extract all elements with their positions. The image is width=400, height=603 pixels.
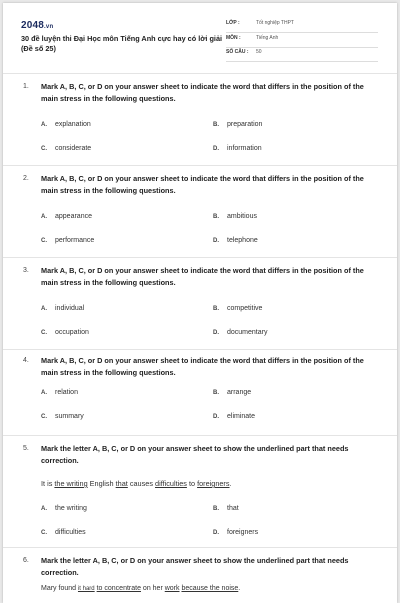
question-divider [3, 257, 397, 258]
underlined-part-d: foreigners [197, 479, 230, 488]
option-letter: C. [41, 146, 47, 152]
answer-option[interactable] [41, 389, 78, 396]
underlined-part-c: work [164, 585, 180, 592]
option-letter: B. [213, 506, 219, 512]
option-letter: A. [41, 506, 47, 512]
answer-option[interactable] [213, 305, 262, 312]
sentence-text: . [238, 585, 241, 592]
option-letter: D. [213, 146, 219, 152]
option-letter: C. [41, 330, 47, 336]
meta-question-count [226, 47, 378, 62]
option-letter: A. [41, 214, 47, 220]
option-text: occupation [55, 329, 89, 336]
answer-option[interactable] [213, 389, 251, 396]
answer-option[interactable] [213, 505, 239, 512]
option-text: competitive [227, 305, 263, 312]
option-text: foreigners [227, 529, 259, 536]
option-text: documentary [227, 329, 268, 336]
meta-value: 50 [256, 49, 262, 55]
answer-option[interactable] [213, 145, 262, 152]
sentence-text: . [229, 479, 232, 488]
answer-option[interactable] [41, 213, 92, 220]
sentence-text: causes [127, 479, 156, 488]
question-prompt: Mark A, B, C, or D on your answer sheet to indicate the word that differs in the position of the main stress in the following questions. [41, 174, 364, 195]
option-letter: D. [213, 238, 219, 244]
underlined-part-a: the writing [54, 479, 88, 488]
option-letter: D. [213, 330, 219, 336]
document-title: 30 đề luyện thi Đại Học môn Tiếng Anh cực hay có lời giải (Đề số 25) [21, 34, 223, 53]
underlined-part-b: to concentrate [96, 585, 141, 592]
answer-option[interactable] [213, 413, 255, 420]
option-letter: B. [213, 390, 219, 396]
option-text: considerate [55, 145, 92, 152]
underlined-part-a: it hard [77, 586, 95, 592]
question-sentence [41, 479, 232, 488]
meta-label: LỚP : [226, 20, 240, 26]
answer-option[interactable] [41, 237, 94, 244]
site-logo[interactable] [21, 20, 53, 31]
option-text: performance [55, 237, 95, 244]
option-letter: B. [213, 214, 219, 220]
answer-option[interactable] [41, 305, 84, 312]
option-letter: C. [41, 530, 47, 536]
question-number: 5. [23, 445, 29, 452]
question-number: 3. [23, 267, 29, 274]
answer-option[interactable] [41, 329, 89, 336]
answer-option[interactable] [41, 121, 91, 128]
option-letter: C. [41, 414, 47, 420]
option-letter: B. [213, 122, 219, 128]
answer-option[interactable] [213, 237, 258, 244]
question-prompt: Mark A, B, C, or D on your answer sheet to indicate the word that differs in the position of the main stress in the following questions. [41, 356, 364, 377]
option-text: the writing [55, 505, 87, 512]
question-divider [3, 349, 397, 350]
question-prompt: Mark A, B, C, or D on your answer sheet to indicate the word that differs in the position of the main stress in the following questions. [41, 266, 364, 287]
logo-suffix: .vn [44, 24, 54, 30]
answer-option[interactable] [213, 529, 258, 536]
option-letter: A. [41, 390, 47, 396]
meta-subject [226, 33, 378, 48]
answer-option[interactable] [41, 529, 86, 536]
option-text: explanation [55, 121, 91, 128]
option-letter: C. [41, 238, 47, 244]
meta-label: MÔN : [226, 35, 241, 41]
question-prompt: Mark A, B, C, or D on your answer sheet to indicate the word that differs in the position of the main stress in the following questions. [41, 82, 364, 103]
sentence-text: to [186, 479, 198, 488]
question-number: 1. [23, 83, 29, 90]
sentence-text: Mary found [41, 585, 78, 592]
sentence-text: It is [41, 479, 55, 488]
answer-option[interactable] [213, 213, 257, 220]
header-divider [3, 73, 397, 74]
question-number: 2. [23, 175, 29, 182]
answer-option[interactable] [213, 121, 262, 128]
option-text: telephone [227, 237, 258, 244]
answer-option[interactable] [213, 329, 267, 336]
option-text: ambitious [227, 213, 257, 220]
answer-option[interactable] [41, 145, 91, 152]
option-text: information [227, 145, 262, 152]
question-sentence [41, 585, 240, 592]
option-text: summary [55, 413, 84, 420]
meta-label: SỐ CÂU : [226, 49, 249, 55]
option-text: arrange [227, 389, 252, 396]
option-letter: D. [213, 530, 219, 536]
option-letter: B. [213, 306, 219, 312]
underlined-part-c: difficulties [155, 479, 187, 488]
underlined-part-b: that [115, 479, 128, 488]
question-number: 4. [23, 357, 29, 364]
option-text: that [227, 505, 239, 512]
underlined-part-d: because the noise [181, 585, 239, 592]
option-letter: D. [213, 414, 219, 420]
option-text: relation [55, 389, 78, 396]
option-text: preparation [227, 121, 263, 128]
question-divider [3, 165, 397, 166]
option-letter: A. [41, 122, 47, 128]
question-divider [3, 547, 397, 548]
meta-class [226, 18, 378, 33]
option-text: eliminate [227, 413, 256, 420]
sentence-text: on her [140, 585, 165, 592]
document-page [3, 3, 397, 603]
answer-option[interactable] [41, 413, 84, 420]
option-letter: A. [41, 306, 47, 312]
sentence-text: English [87, 479, 116, 488]
option-text: individual [55, 305, 85, 312]
logo-main: 2048 [21, 20, 45, 31]
question-prompt: Mark the letter A, B, C, or D on your answer sheet to show the underlined part that needs correction. [41, 556, 349, 577]
answer-option[interactable] [41, 505, 87, 512]
option-text: difficulties [55, 529, 86, 536]
question-number: 6. [23, 557, 29, 564]
question-prompt: Mark the letter A, B, C, or D on your answer sheet to show the underlined part that needs correction. [41, 444, 349, 465]
meta-value: Tiếng Anh [256, 35, 279, 41]
meta-value: Tốt nghiệp THPT [256, 20, 294, 26]
question-divider [3, 435, 397, 436]
option-text: appearance [55, 213, 92, 220]
